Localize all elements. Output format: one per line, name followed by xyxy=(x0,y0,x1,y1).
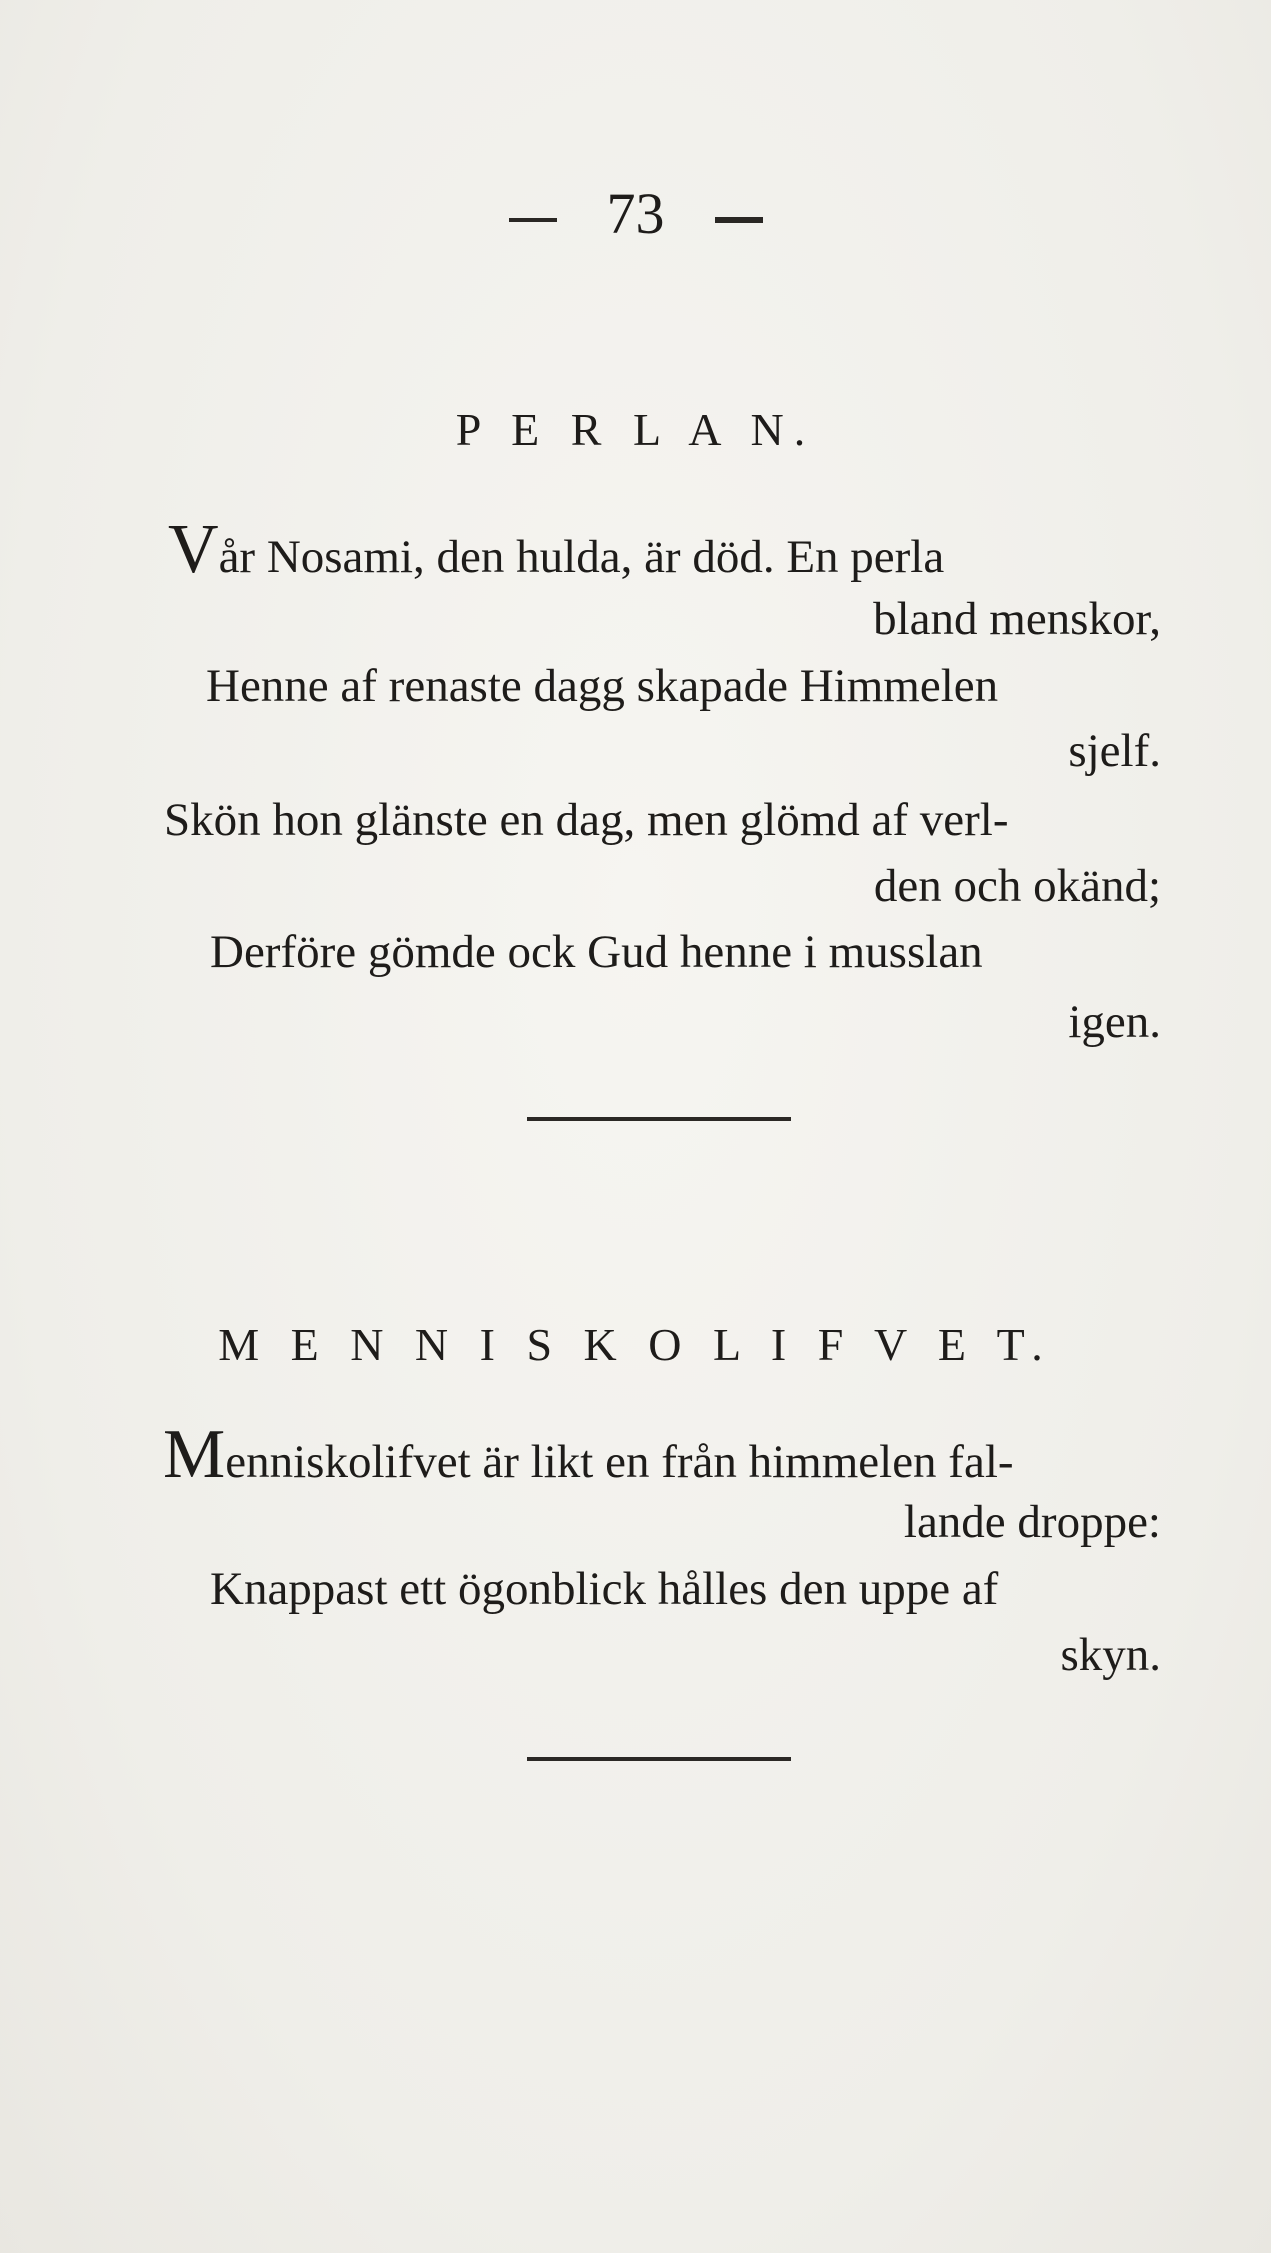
poem-line: den och okänd; xyxy=(873,860,1161,912)
section-rule xyxy=(527,1117,791,1121)
poem-line: lande droppe: xyxy=(903,1496,1161,1548)
poem-line: Henne af renaste dagg skapade Himmelen xyxy=(206,660,999,712)
right-dash xyxy=(715,217,763,223)
poem-line: Skön hon glänste en dag, men glömd af verl- xyxy=(164,794,1009,846)
page-number-header xyxy=(0,180,1271,247)
poem-line: igen. xyxy=(1068,996,1161,1048)
poem-line: skyn. xyxy=(1060,1629,1161,1681)
poem-line: sjelf. xyxy=(1068,725,1161,777)
poem-title-perlan: P E R L A N. xyxy=(455,404,816,455)
poem-line: Menniskolifvet är likt en från himmelen fal- xyxy=(163,1416,1014,1493)
poem-line: Vår Nosami, den hulda, är död. En perla xyxy=(168,511,945,588)
section-rule xyxy=(527,1757,791,1761)
poem-line: bland menskor, xyxy=(873,593,1161,645)
left-dash xyxy=(509,218,557,222)
poem-title-menniskolifvet: M E N N I S K O L I F V E T. xyxy=(218,1319,1053,1370)
poem-line: Derföre gömde ock Gud henne i musslan xyxy=(210,926,983,978)
page-number: 73 xyxy=(606,181,665,246)
drop-initial: V xyxy=(168,511,219,588)
drop-initial: M xyxy=(163,1416,226,1493)
poem-line: Knappast ett ögonblick hålles den uppe af xyxy=(210,1563,999,1615)
